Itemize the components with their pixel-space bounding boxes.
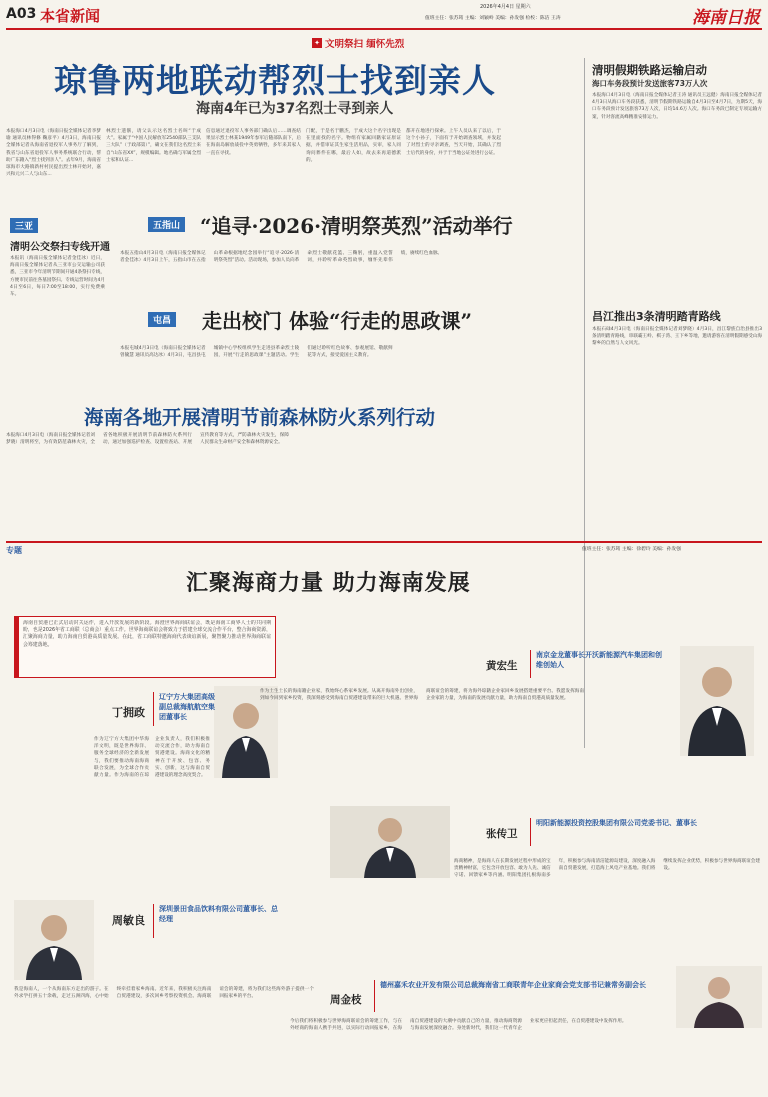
name-divider — [153, 692, 154, 726]
person-title-huang: 南京金龙董事长开沃新能源汽车集团和创维创始人 — [536, 651, 662, 669]
person-name-zhou-minliang: 周敏良 — [112, 914, 145, 927]
section-title: 本省新闻 — [40, 7, 101, 25]
top-col-3: 信息通过退役军人事务部门确认后……调查结果显示烈士林某1949年参军后随部队南下，后在海南岛解放战役中英勇牺牲，多年来其家人一直在寻找。 — [206, 129, 301, 156]
person-photo-zhang — [330, 806, 450, 878]
person-text-ding: 作为辽宁方大集团中华海洋文明，既是世界海洋、服务全球经济的全新发展与，我们要推动海南海商联合发展，为全球合作贡献力量。作为海南的在琼企业负责人，我们积极推动交流合作，助力海南自贸港建设。海商文化的精神在于开放、包容、务实、创新，这与海南自贸港建设的理念高度契合。 — [94, 737, 210, 779]
name-divider — [374, 980, 375, 1012]
name-divider — [530, 650, 531, 678]
person-silhouette-icon — [14, 900, 94, 980]
special-editors: 值班主任：张苏筠 主编：徐碧玲 美编：孙发强 — [582, 547, 681, 552]
masthead — [0, 0, 768, 28]
person-title-zhang: 明阳新能源投资控股集团有限公司党委书记、董事长 — [536, 819, 697, 827]
person-name-huang: 黄宏生 — [486, 660, 518, 672]
page-code: A03 — [6, 6, 37, 22]
tunchang-body: 本报屯城4月3日电（海南日报全媒体记者曾毓慧 通讯员高达冰）4月3日，屯昌县屯城镇中心学校组织学生走进县革命烈士陵园，开展“行走的思政课”主题活动。学生们通过聆听红色故事、参观展馆、敬献鲜花等方式，接受爱国主义教育。 — [120, 346, 393, 359]
banner-icon: ✦ — [312, 38, 322, 48]
person-name-zhang: 张传卫 — [486, 828, 518, 840]
issue-date: 2026年4月4日 星期六 — [480, 4, 531, 10]
wuzhishan-tag: 五指山 — [148, 217, 185, 232]
special-intro: 海南自贸港已正式启动封关运作，进入开放发展的新阶段。海澄世界海商联谊会，既是海南工商界人士的共同期盼，也是2026年省工商联（总商会）重点工作。世界海商联谊会将致力于搭建全球交流合作平台，整合海商资源，汇聚海商力量，助力海南自贸港高质量发展。在此，省工商联特邀海商代表谈谊新展，聚智聚力推动世界海商联谊会筹建落地。 — [23, 620, 271, 648]
wuzhishan-body: 本报五指山4月3日电（海南日报全媒体记者金佳冰）4月3日上午，五指山市在五指山革命根据地纪念园举行“追寻·2026·清明祭英烈”活动。活动现场，参加人员向革命烈士敬献花篮、三鞠躬，重温入党誓词，并聆听革命英烈故事，缅怀先辈伟绩，赓续红色血脉。 — [120, 251, 443, 264]
sanya-title: 清明公交祭扫专线开通 — [10, 242, 110, 253]
special-intro-box — [14, 616, 276, 678]
person-name-ding: 丁拥政 — [112, 706, 145, 719]
right-story-title: 清明假期铁路运输启动 — [592, 63, 707, 77]
sanya-body: 本报讯（海南日报全媒体记者金佳冰）近日，海南日报全媒体记者从三亚市公交运输公司获悉，三亚市今年清明节期间开通4条祭扫专线，方便市民前往各墓园祭扫。专线运营时间为4月4日至6日，每日7:00至18:00，实行免费乘车。 — [10, 256, 105, 298]
person-text-zhang: 海商精神，是海商人在长期发展过程中形成的宝贵精神财富，它包含开放包容、敢为人先、诚信守诺、回馈家乡等内涵。明阳集团扎根海南多年，积极参与海南清洁能源岛建设，深度融入海南自贸港发展，打造海上风电产业基地。我们将继续发挥企业优势，积极参与世界海商联谊会建设。 — [454, 859, 760, 879]
fire-headline: 海南各地开展清明节前森林防火系列行动 — [84, 406, 436, 429]
tunchang-headline: 走出校门 体验“行走的思政课” — [202, 309, 472, 333]
person-title-zhou-jinzhi: 德州嘉禾农业开发有限公司总裁海南省工商联青年企业家商会党支部书记兼常务副会长 — [380, 981, 646, 989]
person-card-ding — [14, 686, 280, 886]
editors-line: 值班主任：张苏筠 主编：刘颖岭 美编：孙发强 检校：陈洁 王涛 — [425, 16, 561, 21]
person-card-zhou-jinzhi — [290, 966, 762, 1094]
sanya-tag: 三亚 — [10, 218, 38, 233]
person-text-zhou-minliang: 我是海南人，一个从海南东方走出的游子。在外求学打拼五十余载，走过五洲四海，心中始终牵挂着家乡海南。近年来，我积极关注海南自贸港建设，多次回乡考察投资机会。海商联谊会的筹建，将为我们这些海外游子提供一个回报家乡的平台。 — [14, 987, 314, 1000]
right-story-subtitle: 海口车务段预计发送旅客73万人次 — [592, 79, 708, 88]
top-col-2: 林烈士遗骸，请父认示这名烈士名叫“于成大”。家属于“中国人民解放军2540部队三支队三大队”（于政部第）”，确文在我们这名烈士来自“山东省XX”，规模编辑。地名确与军属全烈士家和认证... — [106, 129, 201, 163]
wuzhishan-headline: “追寻·2026·清明祭英烈”活动举行 — [200, 214, 513, 238]
top-col-4: 门配，于是名于鹏杰，于成大这个名字出现是在里面找的名字。物组有家属回籍家证原证据，并借审证其生家生活用品，实审，家人同询问葬件在哪，最后人如，故去来再道德派的。 — [306, 129, 401, 163]
top-col-5: 都开在地进行探索。上午人员认来了以后，于这个小孙子，下面有于开始调查领域，并发起了对烈士的寻亲调查，当天开始，其确认了烈士后代的身份，并于于当地公证处进行公证。 — [406, 129, 501, 156]
name-divider — [530, 818, 531, 846]
tunchang-tag: 屯昌 — [148, 312, 176, 327]
right-story2-body: 本报石碌4月3日电（海南日报全媒体记者刘梦晓）4月3日，昌江黎族自治县推出3条清明踏青路线，串联霸王岭、棋子湾、王下乡等地，邀请游客在清明假期感受山海黎乡的自然与人文风光。 — [592, 327, 762, 347]
fire-body: 本报海口4月3日电（海南日报全媒体记者刘梦晓）清明将至，为有效防范森林火灾，全省各地积极开展清明节前森林防火系列行动，通过加强巡护检查、设置检查站、开展宣传教育等方式，严防森林火灾发生，保障人民群众生命财产安全和森林资源安全。 — [6, 433, 289, 446]
special-rule — [6, 541, 762, 543]
person-text-zhou-jinzhi: 今后我们将积极参与世界海商联谊会的筹建工作，与在外经商的海南人携手共进，以实际行动回报家乡，在海南自贸港建设的大潮中贡献自己的力量，推动海商资源与海南发展深度融合。身处新时代，我们这一代青年企业家更应担起责任，在自贸港建设中发挥作用。 — [290, 1019, 627, 1032]
special-label: 专题 — [6, 546, 22, 555]
main-subhead: 海南4年已为37名烈士寻到亲人 — [196, 101, 394, 117]
person-title-ding: 辽宁方大集团高级副总裁海航航空集团董事长 — [159, 693, 215, 721]
special-headline: 汇聚海商力量 助力海南发展 — [186, 570, 471, 596]
person-card-zhang — [330, 806, 762, 966]
person-card-zhou-minliang — [14, 900, 320, 1090]
main-headline: 琼鲁两地联动帮烈士找到亲人 — [54, 61, 496, 100]
top-right-divider — [584, 58, 585, 748]
person-text-huang: 作为土生土长的海南籍企业家，我始终心系家乡发展。从离开海南外出创业，到如今回到家乡投资，我深刻感受到海南自贸港建设带来的巨大机遇。世界海商联谊会的筹建，将为海外琼籍企业家回乡发展搭建重要平台。我愿发挥海南企业家的力量，为海南的发展贡献力量，助力海南自贸港高质量发展。 — [260, 689, 584, 702]
person-silhouette-icon — [330, 806, 450, 878]
masthead-rule — [6, 28, 762, 30]
name-divider — [153, 904, 154, 938]
right-story2-title: 昌江推出3条清明踏青路线 — [592, 310, 721, 323]
person-name-zhou-jinzhi: 周金枝 — [330, 994, 362, 1006]
newspaper-logo: 海南日报 — [692, 8, 760, 28]
right-story-body: 本报海口4月3日电（海南日报全媒体记者王涛 通讯员王远健）海南日报全媒体记者4月3日从海口车务段获悉，清明节假期铁路运输自4月3日至4月7日，为期5天，海口车务段预计发送旅客73万人次，日均14.6万人次。海口车务段已制定专项运输方案，针对客流高峰精准安排运力。 — [592, 93, 762, 120]
person-photo-zhou-minliang — [14, 900, 94, 980]
banner: ✦ 文明祭扫 缅怀先烈 — [312, 37, 404, 49]
person-title-zhou-minliang: 深圳景田食品饮料有限公司董事长、总经理 — [159, 905, 278, 923]
top-col-1: 本报海口4月3日电（海南日报全媒体记者李梦瑜 通讯员林得修 鞠彦平）4月3日，海南日报全媒体记者从海南省退役军人事务厅了解到，我省与山东省退役军人事务系统联合行动，帮助广东籍入“烈士找到亲人”。去年9月，海南省琼海市大路镇新村村民提出烈士林开始对，嘉兴和元兴二人与山东... — [6, 129, 101, 178]
